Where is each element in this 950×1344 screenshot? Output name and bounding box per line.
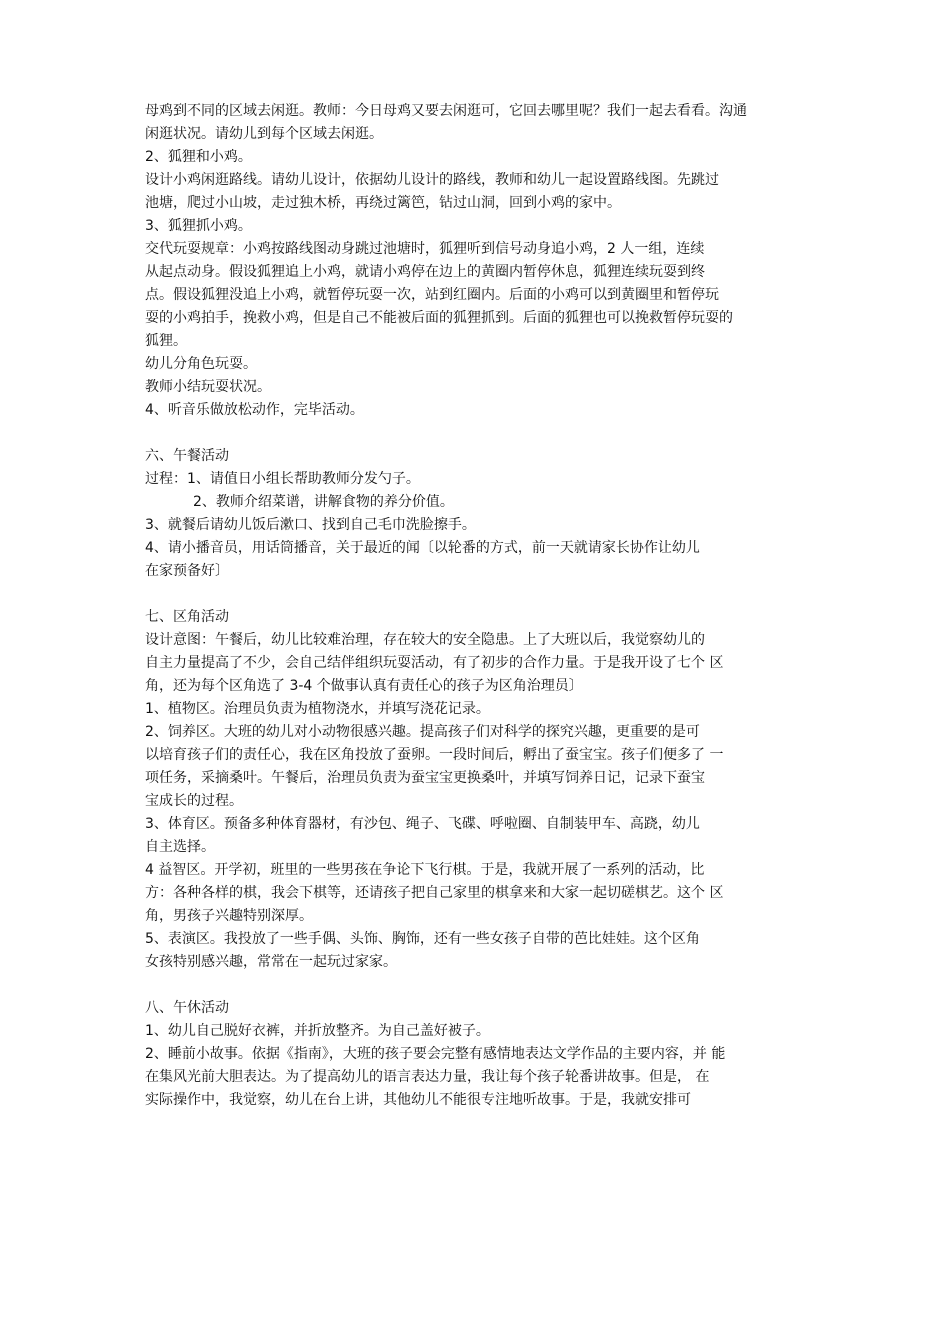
text-line: 在集风光前大胆表达。为了提高幼儿的语言表达力量，我让每个孩子轮番讲故事。但是， 在 [145,1069,710,1085]
text-line: 自主力量提高了不少，会自己结伴组织玩耍活动，有了初步的合作力量。于是我开设了七个 区 [145,655,724,671]
text-line: 幼儿分角色玩耍。 [145,356,257,372]
document-page [145,100,825,1112]
section-heading: 六、午餐活动 [145,448,229,464]
list-item: 3、狐狸抓小鸡。 [145,218,252,234]
list-item: 1、幼儿自己脱好衣裤，并折放整齐。为自己盖好被子。 [145,1023,490,1039]
text-line: 从起点动身。假设狐狸追上小鸡，就请小鸡停在边上的黄圈内暂停休息，狐狸连续玩耍到终 [145,264,705,280]
list-item: 3、就餐后请幼儿饭后漱口、找到自己毛巾洗脸擦手。 [145,517,476,533]
section-heading: 七、区角活动 [145,609,229,625]
text-line: 交代玩耍规章：小鸡按路线图动身跳过池塘时，狐狸听到信号动身追小鸡，2 人一组，连续 [145,241,705,257]
text-line: 教师小结玩耍状况。 [145,379,271,395]
list-item: 4、请小播音员，用话筒播音，关于最近的闻〔以轮番的方式，前一天就请家长协作让幼儿 [145,540,700,556]
text-line: 闲逛状况。请幼儿到每个区域去闲逛。 [145,126,383,142]
list-item: 4、听音乐做放松动作，完毕活动。 [145,402,364,418]
blank-line [145,974,825,997]
text-line: 方：各种各样的棋，我会下棋等，还请孩子把自己家里的棋拿来和大家一起切磋棋艺。这个 区 [145,885,724,901]
list-item: 3、体育区。预备多种体育器材，有沙包、绳子、飞碟、呼啦圈、自制装甲车、高跷，幼儿 [145,816,700,832]
text-line: 设计意图：午餐后，幼儿比较难治理，存在较大的安全隐患。上了大班以后，我觉察幼儿的 [145,632,705,648]
text-line: 角，还为每个区角选了 3-4 个做事认真有责任心的孩子为区角治理员〕 [145,678,583,694]
text-line: 点。假设狐狸没追上小鸡，就暂停玩耍一次，站到红圈内。后面的小鸡可以到黄圈里和暂停玩 [145,287,719,303]
text-line: 设计小鸡闲逛路线。请幼儿设计，依据幼儿设计的路线，教师和幼儿一起设置路线图。先跳过 [145,172,719,188]
text-line: 实际操作中，我觉察，幼儿在台上讲，其他幼儿不能很专注地听故事。于是，我就安排可 [145,1092,691,1108]
list-item: 2、饲养区。大班的幼儿对小动物很感兴趣。提高孩子们对科学的探究兴趣，更重要的是可 [145,724,700,740]
text-line: 角，男孩子兴趣特别深厚。 [145,908,313,924]
list-item: 5、表演区。我投放了一些手偶、头饰、胸饰，还有一些女孩子自带的芭比娃娃。这个区角 [145,931,700,947]
text-line: 在家预备好〕 [145,563,229,579]
blank-line [145,422,825,445]
text-line: 狐狸。 [145,333,187,349]
text-line: 自主选择。 [145,839,215,855]
text-line: 项任务，采摘桑叶。午餐后，治理员负责为蚕宝宝更换桑叶，并填写饲养日记，记录下蚕宝 [145,770,705,786]
list-item: 2、睡前小故事。依据《指南》，大班的孩子要会完整有感情地表达文学作品的主要内容，并 能 [145,1046,726,1062]
list-item: 4 益智区。开学初，班里的一些男孩在争论下飞行棋。于是，我就开展了一系列的活动，比 [145,862,705,878]
section-heading: 八、午休活动 [145,1000,229,1016]
text-line: 耍的小鸡拍手，挽救小鸡，但是自己不能被后面的狐狸抓到。后面的狐狸也可以挽救暂停玩耍的 [145,310,733,326]
list-item: 过程：1、请值日小组长帮助教师分发勺子。 [145,471,420,487]
list-item: 2、狐狸和小鸡。 [145,149,252,165]
blank-line [145,583,825,606]
text-line: 池塘，爬过小山坡，走过独木桥，再绕过篱笆，钻过山洞，回到小鸡的家中。 [145,195,621,211]
text-line: 宝成长的过程。 [145,793,243,809]
text-line: 母鸡到不同的区域去闲逛。教师：今日母鸡又要去闲逛可，它回去哪里呢？我们一起去看看。沟通 [145,103,747,119]
text-line: 以培育孩子们的责任心，我在区角投放了蚕卵。一段时间后，孵出了蚕宝宝。孩子们便多了 一 [145,747,724,763]
text-line: 女孩特别感兴趣，常常在一起玩过家家。 [145,954,397,970]
list-item: 2、教师介绍菜谱，讲解食物的养分价值。 [193,494,454,510]
list-item: 1、植物区。治理员负责为植物浇水，并填写浇花记录。 [145,701,490,717]
